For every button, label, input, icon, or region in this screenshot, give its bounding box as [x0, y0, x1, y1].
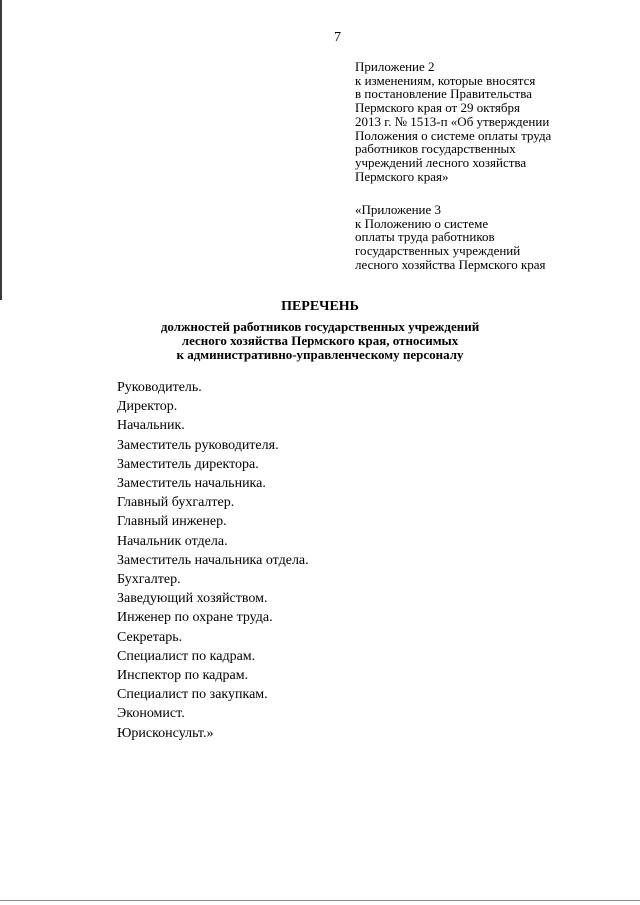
annex-line: Пермского края»: [355, 168, 449, 184]
position-item: Начальник отдела.: [117, 533, 228, 549]
position-item: Секретарь.: [117, 629, 183, 645]
document-subtitle: [0, 320, 640, 362]
position-item: Бухгалтер.: [117, 572, 181, 588]
position-item: Экономист.: [117, 706, 185, 722]
subtitle-line: лесного хозяйства Пермского края, относимых: [181, 333, 459, 348]
position-item: Специалист по кадрам.: [117, 648, 256, 664]
position-item: Руководитель.: [117, 380, 202, 395]
positions-list: [117, 378, 309, 743]
scan-bottom-edge: [0, 900, 640, 901]
subtitle-line: к административно-управленческому персоналу: [176, 347, 464, 362]
position-item: Заведующий хозяйством.: [117, 591, 268, 607]
position-item: Начальник.: [117, 418, 185, 434]
annex-line: в постановление Правительства: [355, 86, 532, 102]
position-item: Заместитель начальника отдела.: [117, 552, 309, 568]
regulation-annex-header: [355, 203, 635, 272]
position-item: Заместитель начальника.: [117, 476, 266, 492]
annex-line: Приложение 2: [355, 59, 435, 74]
annex-line: к изменениям, которые вносятся: [355, 72, 536, 88]
position-item: Директор.: [117, 399, 178, 415]
position-item: Заместитель директора.: [117, 456, 259, 472]
annex-line: оплаты труда работников: [355, 229, 495, 245]
annex-line: учреждений лесного хозяйства: [355, 154, 527, 170]
document-title: ПЕРЕЧЕНЬ: [281, 299, 359, 314]
position-item: Специалист по закупкам.: [117, 687, 268, 703]
position-item: Главный бухгалтер.: [117, 495, 235, 511]
scan-left-edge: [0, 0, 2, 300]
annex-line: Положения о системе оплаты труда: [355, 127, 552, 143]
page-number: 7: [334, 30, 341, 45]
annex-line: государственных учреждений: [355, 243, 521, 259]
position-item: Юрисконсульт.»: [117, 725, 214, 741]
annex-line: Пермского края от 29 октября: [355, 100, 520, 116]
position-item: Инспектор по кадрам.: [117, 668, 249, 684]
annex-line: работников государственных: [355, 141, 516, 157]
annex-line: «Приложение 3: [355, 202, 442, 217]
annex-line: к Положению о системе: [355, 215, 489, 231]
amendment-annex-header: [355, 60, 635, 183]
position-item: Инженер по охране труда.: [117, 610, 273, 626]
position-item: Главный инженер.: [117, 514, 227, 530]
annex-line: 2013 г. № 1513-п «Об утверждении: [355, 113, 550, 129]
position-item: Заместитель руководителя.: [117, 437, 279, 453]
annex-line: лесного хозяйства Пермского края: [355, 256, 546, 272]
subtitle-line: должностей работников государственных учреждений: [160, 319, 480, 334]
